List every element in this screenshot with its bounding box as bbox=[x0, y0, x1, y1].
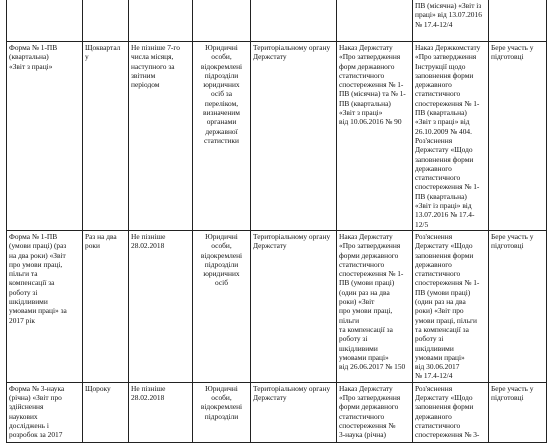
form-name-cell: Форма № 1-ПВ (умови праці) (раз на два роки) «Звіт про умови праці, пільги та компенсації за роботу зі шкідливими умовами праці» за 2017 рік bbox=[7, 230, 83, 382]
approval-order-cell: Наказ Держстату «Про затвердження форм державного статистичного спостереження № 1- ПВ (місячна) та № 1- ПВ (квартальна) «Звіт з праці» від 10.06.2016 № 90 bbox=[337, 42, 413, 231]
recipient-cell: Територіальному органу Держстату bbox=[251, 42, 337, 231]
reporting-forms-table bbox=[6, 0, 547, 443]
table-row bbox=[7, 382, 547, 442]
approval-order-cell bbox=[337, 0, 413, 42]
recipient-cell: Територіальному органу Держстату bbox=[251, 382, 337, 442]
participation-cell: Бере участь у підготовці bbox=[489, 382, 547, 442]
instruction-cell: ПВ (місячна) «Звіт із праці» від 13.07.2016 № 17.4-12/4 bbox=[413, 0, 489, 42]
form-name-cell bbox=[7, 0, 83, 42]
form-name-cell: Форма № 3-наука (річна) «Звіт про здійснення наукових досліджень і розробок за 2017 bbox=[7, 382, 83, 442]
table-row bbox=[7, 0, 547, 42]
respondents-cell: Юридичні особи, відокремлені підрозділи юридичних осіб bbox=[193, 230, 251, 382]
frequency-cell bbox=[83, 0, 129, 42]
respondents-cell: Юридичні особи, відокремлені підрозділи bbox=[193, 382, 251, 442]
respondents-cell bbox=[193, 0, 251, 42]
instruction-cell: Роз'яснення Держстату «Щодо заповнення форми державного статистичного спостереження № 3- bbox=[413, 382, 489, 442]
deadline-cell bbox=[129, 0, 193, 42]
form-name-cell: Форма № 1-ПВ (квартальна) «Звіт з праці» bbox=[7, 42, 83, 231]
approval-order-cell: Наказ Держстату «Про затвердження форми державного статистичного спостереження № 1-ПВ (умови праці) (один раз на два роки) «Звіт про умови праці, пільги та компенсації за роботу зі шкідливими умовами праці» від 26.06.2017 № 150 bbox=[337, 230, 413, 382]
instruction-cell: Роз'яснення Держстату «Щодо заповнення форми державного статистичного спостереження № 1- ПВ (умови праці) (один раз на два роки) «Звіт про умови праці, пільги та компенсації за роботу зі шкідливими умовами праці» від 30.06.2017 № 17.4-12/4 bbox=[413, 230, 489, 382]
table-row bbox=[7, 42, 547, 231]
participation-cell: Бере участь у підготовці bbox=[489, 42, 547, 231]
deadline-cell: Не пізніше 28.02.2018 bbox=[129, 230, 193, 382]
deadline-cell: Не пізніше 7-го числа місяця, наступного за звітним періодом bbox=[129, 42, 193, 231]
frequency-cell: Щоквартал у bbox=[83, 42, 129, 231]
frequency-cell: Раз на два роки bbox=[83, 230, 129, 382]
recipient-cell bbox=[251, 0, 337, 42]
participation-cell: Бере участь у підготовці bbox=[489, 230, 547, 382]
table-row bbox=[7, 230, 547, 382]
deadline-cell: Не пізніше 28.02.2018 bbox=[129, 382, 193, 442]
instruction-cell: Наказ Держкомстату «Про затвердження Інструкції щодо заповнення форми державного статистичного спостереження № 1- ПВ (квартальна) «Звіт з праці» від 26.10.2009 № 404. Роз'яснення Держстату «Щодо заповнення форми державного статистичного спостереження № 1- ПВ (квартальна) «Звіт із праці» від 13.07.2016 № 17.4- 12/5 bbox=[413, 42, 489, 231]
frequency-cell: Щороку bbox=[83, 382, 129, 442]
participation-cell bbox=[489, 0, 547, 42]
approval-order-cell: Наказ Держстату «Про затвердження форми державного статистичного спостереження № 3-наука (річна) bbox=[337, 382, 413, 442]
recipient-cell: Територіальному органу Держстату bbox=[251, 230, 337, 382]
respondents-cell: Юридичні особи, відокремлені підрозділи юридичних осіб за переліком, визначеним органами державної статистики bbox=[193, 42, 251, 231]
